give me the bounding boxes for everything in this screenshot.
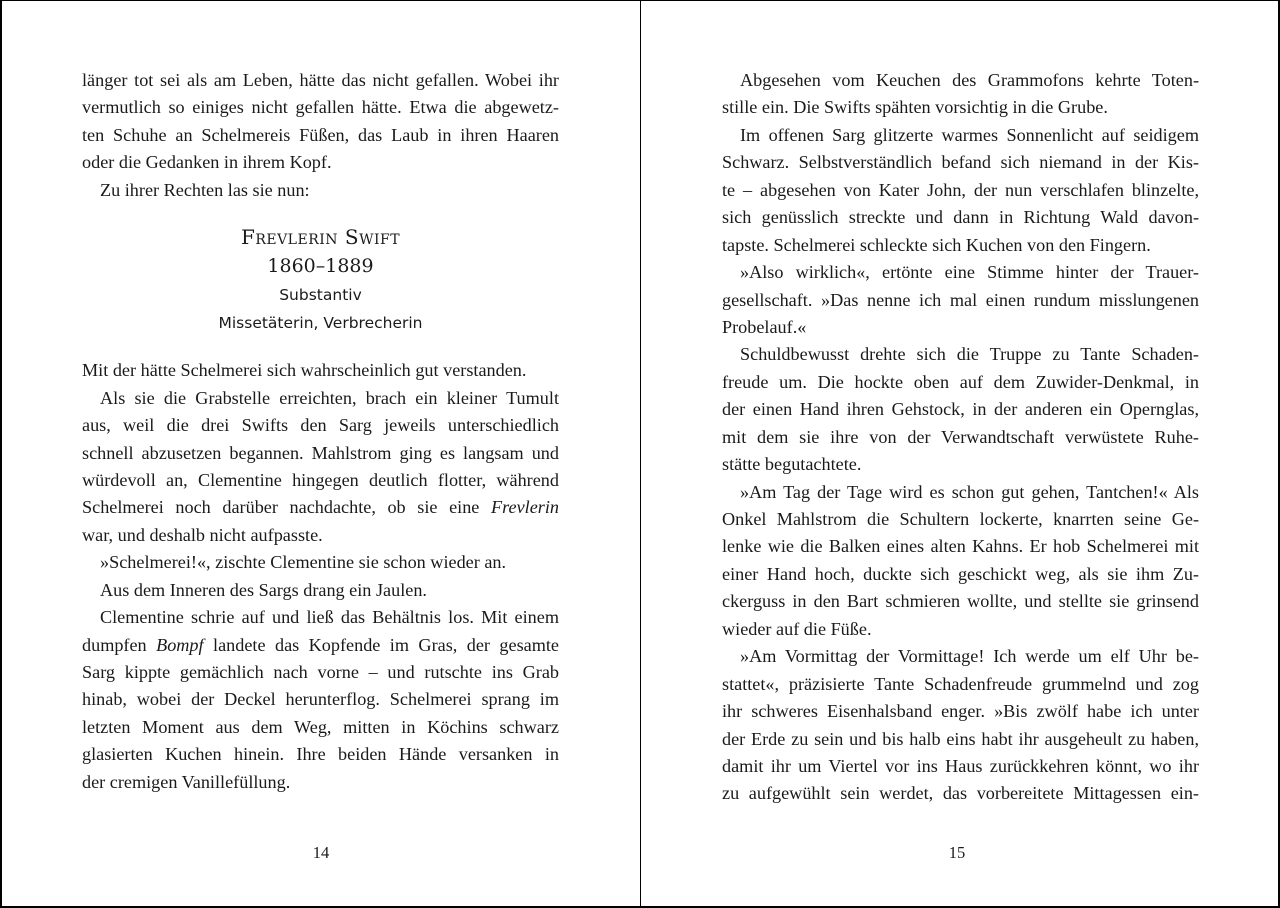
text-line: Onkel Mahlstrom die Schultern lockerte, knarrten seine Ge- xyxy=(722,509,1199,529)
page-number-right: 15 xyxy=(948,843,966,862)
text-run: landete das Kopfende im Gras, der gesamte xyxy=(213,634,559,655)
italic-word: Frevlerin xyxy=(490,497,559,518)
text-line: te – abgesehen von Kater John, der nun verschlafen blinzelte, xyxy=(722,179,1199,200)
entry-definition: Missetäterin, Verbrecherin xyxy=(218,314,423,333)
text-line: Abgesehen vom Keuchen des Grammofons kehrte Toten- xyxy=(740,70,1199,90)
text-line: ckerguss in den Bart schmieren wollte, und stellte sie grinsend xyxy=(722,591,1199,612)
text-line: freude um. Die hockte oben auf dem Zuwider-Denkmal, in xyxy=(722,371,1199,392)
paragraph xyxy=(82,577,559,604)
text-line: zu aufgewühlt sein werdet, das vorbereitete Mittagessen ein- xyxy=(722,783,1199,804)
text-line: tapste. Schelmerei schleckte sich Kuchen von den Fingern. xyxy=(722,234,1151,255)
text-line: lenke wie die Balken eines alten Kahns. Er hob Schelmerei mit xyxy=(722,536,1199,557)
text-line: Clementine schrie auf und ließ das Behältnis los. Mit einem xyxy=(100,607,559,628)
paragraph xyxy=(722,341,1199,478)
text-line: ten Schuhe an Schelmereis Füßen, das Laub in ihren Haaren xyxy=(82,124,559,145)
text-line: »Am Tag der Tage wird es schon gut gehen, Tantchen!« Als xyxy=(740,481,1199,502)
text-line: stätte begutachtete. xyxy=(722,454,862,475)
text-line: Schuldbewusst drehte sich die Truppe zu Tante Schaden- xyxy=(740,344,1199,365)
text-line: Probelauf.« xyxy=(722,316,807,337)
text-line: Mit der hätte Schelmerei sich wahrscheinlich gut verstanden. xyxy=(82,360,527,381)
text-line: Aus dem Inneren des Sargs drang ein Jaulen. xyxy=(100,579,427,600)
left-page xyxy=(82,67,559,796)
italic-word: Bompf xyxy=(156,634,204,655)
text-line: glasierten Kuchen hinein. Ihre beiden Hände versanken in xyxy=(82,744,559,765)
text-run: Schelmerei noch darüber nachdachte, ob sie eine xyxy=(82,497,480,518)
paragraph xyxy=(722,259,1199,341)
text-line: damit ihr um Viertel vor ins Haus zurückkehren könnt, wo ihr xyxy=(722,755,1199,776)
paragraph xyxy=(82,604,559,796)
page-gutter-divider xyxy=(640,0,641,908)
text-line: oder die Gedanken in ihrem Kopf. xyxy=(82,152,332,173)
text-line: Schwarz. Selbstverständlich befand sich niemand in der Kis- xyxy=(722,152,1199,173)
text-line: stille ein. Die Swifts spähten vorsichtig in die Grube. xyxy=(722,97,1108,118)
paragraph xyxy=(722,122,1199,259)
text-line: wieder auf die Füße. xyxy=(722,618,872,639)
text-line: gesellschaft. »Das nenne ich mal einen rundum misslungenen xyxy=(722,289,1199,310)
text-line xyxy=(82,632,559,659)
text-line: Zu ihrer Rechten las sie nun: xyxy=(100,179,310,200)
text-line: stattet«, präzisierte Tante Schadenfreude grummelnd und zog xyxy=(722,673,1199,694)
text-line: vermutlich so einiges nicht gefallen hätte. Etwa die abgewetz- xyxy=(82,97,559,118)
text-line: aus, weil die drei Swifts den Sarg jeweils unterschiedlich xyxy=(82,415,559,436)
text-line: einer Hand hoch, duckte sich geschickt weg, als sie ihm Zu- xyxy=(722,563,1199,584)
paragraph xyxy=(82,67,559,177)
text-line: mit dem sie ihre von der Verwandtschaft verwüstete Ruhe- xyxy=(722,426,1199,447)
text-line: hinab, wobei der Deckel herunterflog. Schelmerei sprang im xyxy=(82,689,559,710)
page-number-left: 14 xyxy=(312,843,330,862)
text-line: Sarg kippte gemächlich nach vorne – und rutschte ins Grab xyxy=(82,662,559,682)
text-line: schnell abzusetzen begannen. Mahlstrom ging es langsam und xyxy=(82,442,559,463)
paragraph xyxy=(82,385,559,550)
text-line: der einen Hand ihren Gehstock, in der anderen ein Opernglas, xyxy=(722,399,1199,420)
dictionary-entry xyxy=(82,223,559,337)
text-line: »Am Vormittag der Vormittage! Ich werde um elf Uhr be- xyxy=(740,646,1199,667)
text-line: Im offenen Sarg glitzerte warmes Sonnenlicht auf seidigem xyxy=(740,124,1199,145)
paragraph xyxy=(722,479,1199,644)
entry-part-of-speech: Substantiv xyxy=(279,286,362,305)
text-line: Als sie die Grabstelle erreichten, brach ein kleiner Tumult xyxy=(100,387,559,408)
text-line: war, und deshalb nicht aufpasste. xyxy=(82,524,323,545)
text-line: der Erde zu sein und bis halb eins habt ihr ausgeheult zu haben, xyxy=(722,728,1199,749)
right-page xyxy=(722,67,1199,808)
text-line: »Also wirklich«, ertönte eine Stimme hinter der Trauer- xyxy=(740,262,1199,283)
paragraph xyxy=(82,549,559,576)
paragraph xyxy=(722,643,1199,808)
paragraph xyxy=(82,357,559,384)
text-line: ihr schweres Eisenhalsband enger. »Bis zwölf habe ich unter xyxy=(722,701,1199,722)
entry-years: 1860–1889 xyxy=(267,255,374,278)
text-line: würdevoll an, Clementine hingegen deutlich flotter, während xyxy=(82,469,559,490)
paragraph xyxy=(82,177,559,204)
text-line xyxy=(82,494,559,521)
paragraph xyxy=(722,67,1199,122)
text-line: sich genüsslich streckte und dann in Richtung Wald davon- xyxy=(722,207,1199,228)
text-line: letzten Moment aus dem Weg, mitten in Köchins schwarz xyxy=(82,716,559,737)
text-line: »Schelmerei!«, zischte Clementine sie schon wieder an. xyxy=(100,552,507,573)
text-line: länger tot sei als am Leben, hätte das nicht gefallen. Wobei ihr xyxy=(82,70,559,90)
entry-headword: Frevlerin Swift xyxy=(240,225,401,250)
text-run: dumpfen xyxy=(82,634,147,655)
text-line: der cremigen Vanillefüllung. xyxy=(82,771,291,792)
